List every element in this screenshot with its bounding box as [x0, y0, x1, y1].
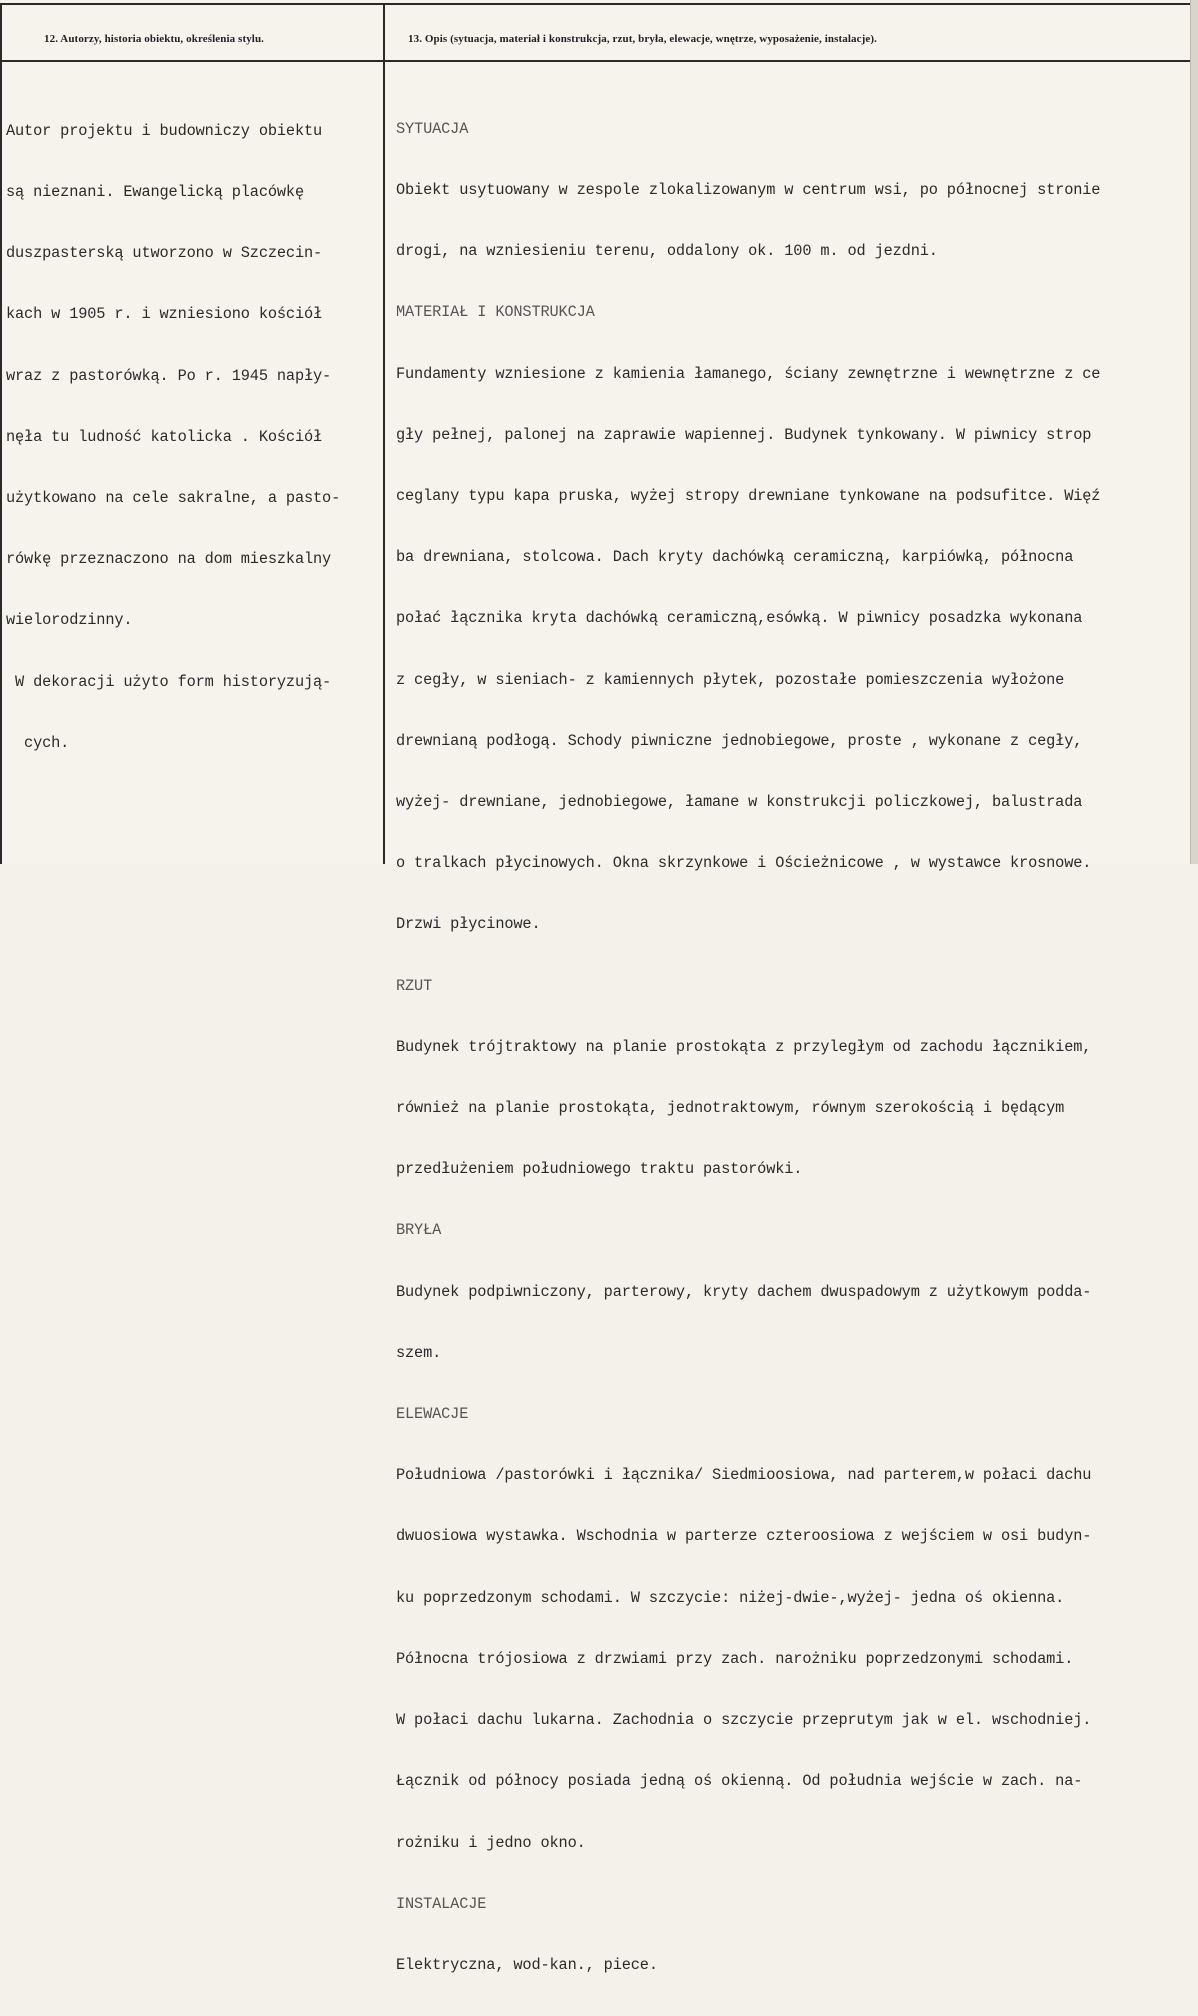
- section-label-material: MATERIAŁ I KONSTRUKCJA: [396, 303, 595, 322]
- text-line: użytkowano na cele sakralne, a pasto-: [6, 489, 341, 508]
- text-line: są nieznani. Ewangelicką placówkę: [6, 183, 304, 202]
- text-line: Łącznik od północy posiada jedną oś okienną. Od południa wejście w zach. na-: [396, 1772, 1083, 1791]
- text-line: Południowa /pastorówki i łącznika/ Siedmioosiowa, nad parterem,w połaci dachu: [396, 1466, 1092, 1485]
- description-text: [396, 78, 1100, 2016]
- text-line: Budynek podpiwniczony, parterowy, kryty dachem dwuspadowym z użytkowym podda-: [396, 1282, 1092, 1301]
- text-line: również na planie prostokąta, jednotraktowym, równym szerokością i będącym: [396, 1099, 1065, 1118]
- authors-history-text: [6, 80, 340, 794]
- text-line: wielorodzinny.: [6, 611, 133, 630]
- text-line: ceglany typu kapa pruska, wyżej stropy drewniane tynkowane na podsufitce. Więź: [396, 487, 1101, 506]
- text-line: Autor projektu i budowniczy obiektu: [6, 121, 323, 140]
- section-label-elevations: ELEWACJE: [396, 1405, 469, 1424]
- card-edge: [1190, 0, 1198, 864]
- column-divider: [383, 4, 385, 864]
- text-line: W dekoracji użyto form historyzują-: [6, 672, 332, 691]
- text-line: Budynek trójtraktowy na planie prostokąta z przyległym od zachodu łącznikiem,: [396, 1037, 1092, 1056]
- section-label-situation: SYTUACJA: [396, 119, 469, 138]
- text-line: o tralkach płycinowych. Okna skrzynkowe i Ościeżnicowe , w wystawce krosnowe.: [396, 854, 1092, 873]
- text-line: nęła tu ludność katolicka . Kościół: [6, 427, 323, 446]
- text-line: szem.: [396, 1343, 442, 1362]
- section-label-plan: RZUT: [396, 976, 433, 995]
- text-line: cych.: [6, 733, 70, 752]
- text-line: rówkę przeznaczono na dom mieszkalny: [6, 550, 332, 569]
- section-13-heading: 13. Opis (sytuacja, materiał i konstrukcja, rzut, bryła, elewacje, wnętrze, wyposażenie, instalacje).: [408, 33, 877, 45]
- text-line: gły pełnej, palonej na zaprawie wapiennej. Budynek tynkowany. W piwnicy strop: [396, 425, 1092, 444]
- top-border: [0, 3, 1198, 5]
- text-line: Północna trójosiowa z drzwiami przy zach. narożniku poprzedzonymi schodami.: [396, 1649, 1074, 1668]
- header-rule: [0, 60, 1198, 62]
- text-line: kach w 1905 r. i wzniesiono kościół: [6, 305, 323, 324]
- section-label-mass: BRYŁA: [396, 1221, 442, 1240]
- text-line: Elektryczna, wod-kan., piece.: [396, 1955, 658, 1974]
- text-line: z cegły, w sieniach- z kamiennych płytek, pozostałe pomieszczenia wyłożone: [396, 670, 1065, 689]
- text-line: ba drewniana, stolcowa. Dach kryty dachówką ceramiczną, karpiówką, północna: [396, 548, 1074, 567]
- text-line: drogi, na wzniesieniu terenu, oddalony ok. 100 m. od jezdni.: [396, 242, 938, 261]
- text-line: połać łącznika kryta dachówką ceramiczną,esówką. W piwnicy posadzka wykonana: [396, 609, 1083, 628]
- section-12-heading: 12. Autorzy, historia obiektu, określenia stylu.: [44, 33, 265, 45]
- text-line: drewnianą podłogą. Schody piwniczne jednobiegowe, proste , wykonane z cegły,: [396, 731, 1083, 750]
- text-line: ku poprzedzonym schodami. W szczycie: niżej-dwie-,wyżej- jedna oś okienna.: [396, 1588, 1065, 1607]
- text-line: przedłużeniem południowego traktu pastorówki.: [396, 1160, 803, 1179]
- left-border: [0, 4, 2, 864]
- text-line: W połaci dachu lukarna. Zachodnia o szczycie przeprutym jak w el. wschodniej.: [396, 1711, 1092, 1730]
- text-line: wyżej- drewniane, jednobiegowe, łamane w konstrukcji policzkowej, balustrada: [396, 793, 1083, 812]
- text-line: Fundamenty wzniesione z kamienia łamanego, ściany zewnętrzne i wewnętrzne z ce: [396, 364, 1101, 383]
- text-line: dwuosiowa wystawka. Wschodnia w parterze czteroosiowa z wejściem w osi budyn-: [396, 1527, 1092, 1546]
- section-label-installations: INSTALACJE: [396, 1894, 487, 1913]
- text-line: rożniku i jedno okno.: [396, 1833, 586, 1852]
- text-line: Obiekt usytuowany w zespole zlokalizowanym w centrum wsi, po północnej stronie: [396, 181, 1101, 200]
- text-line: duszpasterską utworzono w Szczecin-: [6, 244, 323, 263]
- text-line: Drzwi płycinowe.: [396, 915, 541, 934]
- text-line: wraz z pastorówką. Po r. 1945 napły-: [6, 366, 332, 385]
